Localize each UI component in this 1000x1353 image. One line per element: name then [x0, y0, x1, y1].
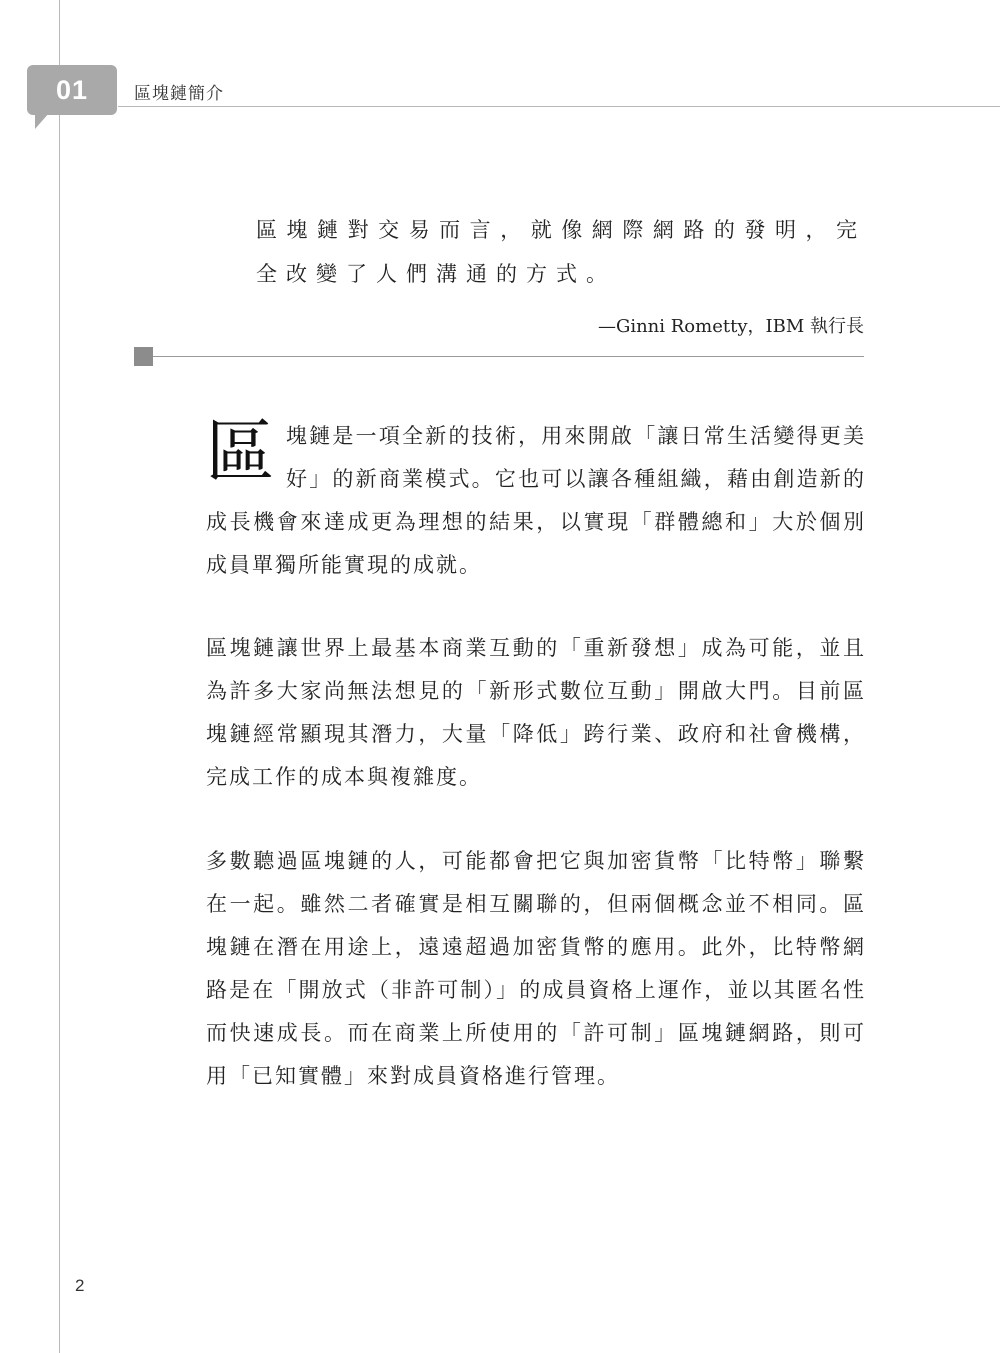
section-divider-line — [153, 356, 864, 357]
epigraph-quote: 區塊鏈對交易而言，就像網際網路的發明，完全改變了人們溝通的方式。 — [256, 218, 866, 286]
paragraph-1-text: 塊鏈是一項全新的技術，用來開啟「讓日常生活變得更美好」的新商業模式。它也可以讓各種組織，藉由創造新的成長機會來達成更為理想的結果，以實現「群體總和」大於個別成員單獨所能實現的成就。 — [206, 424, 866, 577]
page-number: 2 — [75, 1276, 85, 1295]
chapter-number-tab — [27, 65, 117, 115]
section-divider-square — [134, 347, 153, 366]
body-paragraph-2: 區塊鏈讓世界上最基本商業互動的「重新發想」成為可能，並且為許多大家尚無法想見的「新形式數位互動」開啟大門。目前區塊鏈經常顯現其潛力，大量「降低」跨行業、政府和社會機構，完成工作的成本與複雜度。 — [206, 636, 866, 789]
chapter-number: 01 — [55, 74, 89, 105]
body-paragraph-3: 多數聽過區塊鏈的人，可能都會把它與加密貨幣「比特幣」聯繫在一起。雖然二者確實是相互關聯的，但兩個概念並不相同。區塊鏈在潛在用途上，遠遠超過加密貨幣的應用。此外，比特幣網路是在「開放式（非許可制）」的成員資格上運作，並以其匿名性而快速成長。而在商業上所使用的「許可制」區塊鏈網路，則可用「已知實體」來對成員資格進行管理。 — [206, 849, 866, 1088]
chapter-tab-tail — [35, 113, 49, 129]
margin-vertical-rule — [59, 0, 60, 1353]
body-paragraph-1 — [206, 415, 866, 587]
drop-cap: 區 — [206, 413, 277, 492]
epigraph-attribution: —Ginni Rometty，IBM 執行長 — [597, 316, 864, 337]
header-horizontal-rule — [118, 106, 1000, 107]
chapter-title: 區塊鏈簡介 — [134, 84, 224, 104]
